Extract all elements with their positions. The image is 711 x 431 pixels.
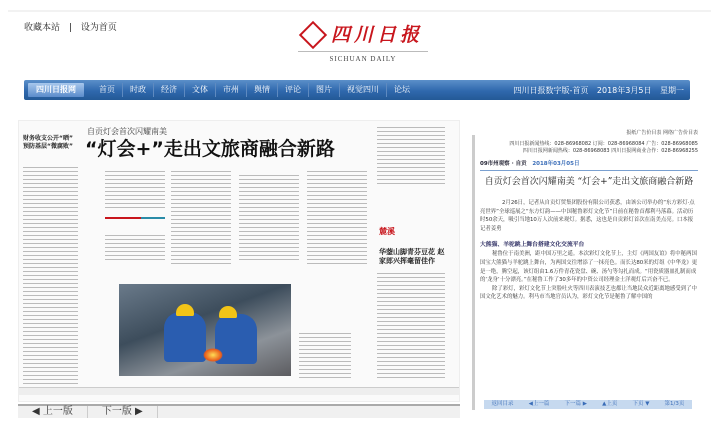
article-paragraph: 除了彩灯，彩灯文化节上突脸吐火等四川表演技艺也都让当地民众近距离地感受到了中国文化艺术的魅力。利马市当地官员认为，彩灯文化节是秘鲁了解中国的 bbox=[480, 285, 697, 301]
article-title: 自贡灯会首次闪耀南美 “灯会+”走出文旅商融合新路 bbox=[484, 177, 694, 187]
prev-article-link[interactable]: ◀上一篇 bbox=[528, 401, 550, 407]
paper-text-column bbox=[105, 233, 165, 263]
nav-edition-info bbox=[507, 85, 690, 96]
nav-item[interactable]: 舆情 bbox=[247, 83, 278, 97]
nav-item[interactable]: 图片 bbox=[309, 83, 340, 97]
section-rule bbox=[480, 170, 698, 171]
paper-text-column bbox=[307, 169, 367, 264]
top-links bbox=[24, 20, 123, 33]
print-color-bar bbox=[19, 387, 459, 395]
page-indicator: 第1/3页 bbox=[664, 401, 685, 407]
edition-link[interactable]: 四川日报数字版-首页 bbox=[513, 85, 589, 95]
article-nav-bar bbox=[484, 400, 692, 409]
top-divider bbox=[8, 10, 711, 12]
back-to-index-link[interactable]: 返回目录 bbox=[491, 401, 514, 407]
separator: | bbox=[68, 23, 72, 33]
next-article-link[interactable]: 下一篇 ▶ bbox=[564, 401, 587, 407]
article-panel bbox=[480, 130, 698, 302]
weekday: 星期一 bbox=[660, 85, 684, 95]
nav-item[interactable]: 视觉四川 bbox=[340, 83, 387, 97]
paper-text-column bbox=[239, 173, 299, 263]
newspaper-page-image[interactable] bbox=[18, 120, 460, 402]
article-subhead: 大熊猫、羊驼跳上舞台搭建文化交流平台 bbox=[480, 242, 585, 249]
main-nav bbox=[24, 80, 690, 100]
logo-emblem-icon bbox=[299, 21, 327, 49]
paper-side-headline[interactable]: 华蓥山脚青芬豆花 赵家郎兴挥毫留佳作 bbox=[379, 248, 445, 265]
paper-photo-welders[interactable] bbox=[119, 284, 291, 376]
nav-item[interactable]: 评论 bbox=[278, 83, 309, 97]
article-date: 2018年03月05日 bbox=[532, 161, 580, 167]
prev-page-button[interactable]: ◀ 上一版 bbox=[18, 406, 88, 418]
paper-side-label: 麓溪 bbox=[379, 227, 395, 236]
current-date: 2018年3月5日 bbox=[596, 85, 652, 95]
contact-line: 四川日报网新闻热线：028-86968083 四川日报网商业合作：028-86968255 bbox=[522, 148, 698, 154]
nav-item[interactable]: 经济 bbox=[154, 83, 185, 97]
nav-item[interactable]: 首页 bbox=[92, 83, 123, 97]
next-page-link[interactable]: 下页 ▼ bbox=[632, 401, 650, 407]
paper-text-column bbox=[171, 169, 231, 264]
page-nav-bar bbox=[18, 404, 460, 418]
site-logo[interactable] bbox=[288, 22, 438, 64]
section-name[interactable]: 09市州观察 · 自贡 bbox=[480, 161, 527, 167]
paper-text-column bbox=[105, 169, 165, 211]
paper-rule bbox=[105, 217, 165, 219]
paper-kicker[interactable]: 自贡灯会首次闪耀南美 bbox=[87, 127, 167, 136]
article-paragraph: 2月26日，记者从自贡灯贸集团股份有限公司获悉，由该公司举办的“东方彩灯·点亮世界”全球巡展之“东方灯韵——中国秘鲁彩灯文化节”日前在秘鲁首都利马落幕。活动历时50余天，吸引当地10万人次前来观灯。据悉，这也是自贡彩灯首次在南美点亮。口本报记者姜勇 bbox=[480, 200, 695, 232]
paper-text-column bbox=[377, 125, 445, 185]
nav-item[interactable]: 市州 bbox=[216, 83, 247, 97]
logo-rule bbox=[298, 51, 428, 52]
panel-divider bbox=[472, 135, 475, 410]
set-homepage-link[interactable]: 设为首页 bbox=[80, 23, 117, 33]
ad-price-links[interactable]: 报纸广告价目表 网络广告价目表 bbox=[626, 130, 698, 136]
logo-subtitle: SICHUAN DAILY bbox=[329, 55, 397, 63]
bookmark-link[interactable]: 收藏本站 bbox=[24, 23, 61, 33]
nav-item[interactable]: 论坛 bbox=[394, 85, 410, 94]
nav-item[interactable]: 时政 bbox=[123, 83, 154, 97]
article-section bbox=[480, 160, 698, 168]
nav-item[interactable]: 文体 bbox=[185, 83, 216, 97]
prev-page-link[interactable]: ▲上页 bbox=[602, 401, 618, 407]
logo-text: 四川日报 bbox=[330, 24, 423, 46]
contact-line: 四川日报新闻热线：028-86968082 订阅：028-86968084 广告：028-86968085 bbox=[509, 141, 698, 147]
nav-home-site[interactable]: 四川日报网 bbox=[28, 83, 84, 97]
paper-headline[interactable]: “灯会+”走出文旅商融合新路 bbox=[85, 138, 335, 160]
next-page-button[interactable]: 下一版 ▶ bbox=[88, 406, 158, 418]
photo-caption bbox=[299, 331, 351, 379]
paper-left-headline[interactable]: 财务收支公开“晒” 预防基层“微腐败” bbox=[23, 135, 73, 150]
paper-text-column bbox=[377, 271, 445, 379]
article-paragraph: 秘鲁位于南美洲，距中国万里之遥。本次彩灯文化节上，主灯《两国友谊》将中秘两国国宝大熊猫与羊驼跳上舞台，为两国交往增添了一抹亮色。而长达80米的灯组《中华龙》更是一绝，腾空起，该灯组由1.6万件青花瓷盘、碗、汤勺等勾扎而成。“用瓷质器皿扎制而成的‘龙身’十分漂亮。”在秘鲁工作了30多年的中资公司经理金士洋观灯后兴奋不已。 bbox=[480, 251, 698, 284]
paper-text-column bbox=[23, 165, 78, 384]
